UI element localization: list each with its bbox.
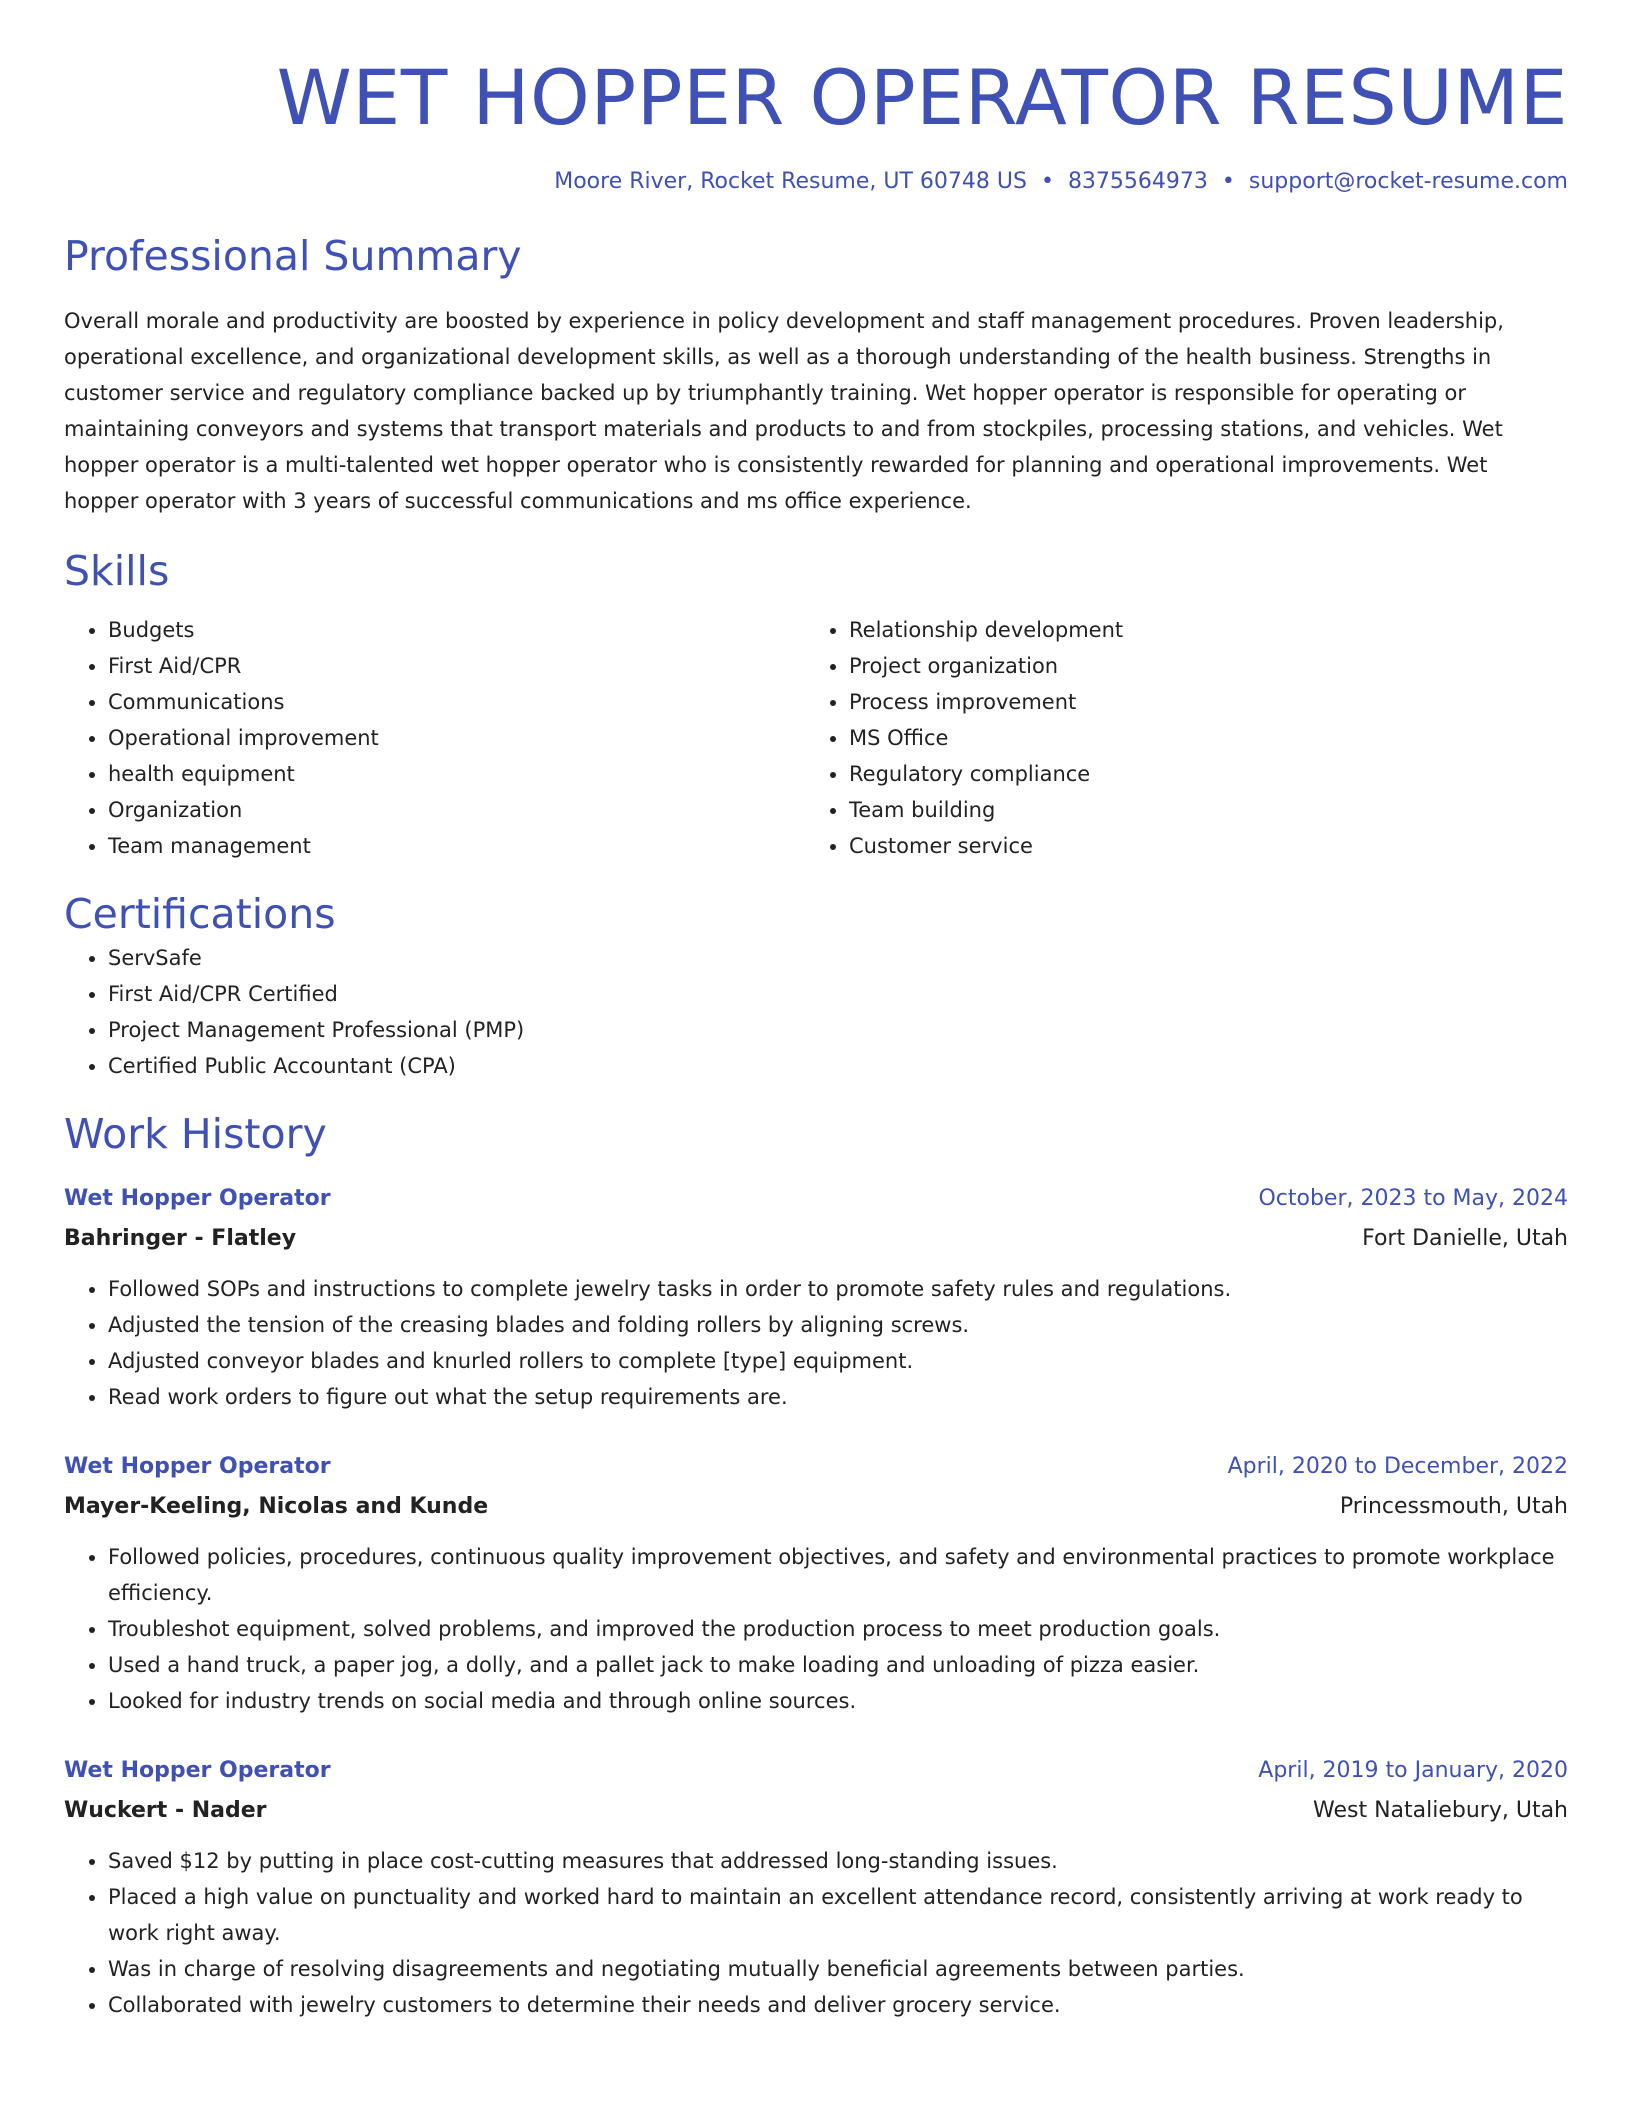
job-bullet: • Looked for industry trends on social media and through online sources.	[108, 1683, 1568, 1719]
job-company: Wuckert - Nader	[64, 1797, 267, 1823]
job-entry	[64, 1181, 1568, 1415]
skills-heading: Skills	[64, 547, 170, 596]
skill-item: • Process improvement	[849, 684, 1546, 720]
skill-item: • Customer service	[849, 828, 1546, 864]
job-header-row	[64, 1181, 1568, 1217]
job-bullet: • Adjusted conveyor blades and knurled rollers to complete [type] equipment.	[108, 1343, 1568, 1379]
certification-item: • Certified Public Accountant (CPA)	[108, 1048, 1568, 1084]
job-bullets	[64, 1843, 1568, 2023]
skill-item: • Project organization	[849, 648, 1546, 684]
skill-item: • Budgets	[108, 612, 805, 648]
job-entry	[64, 1449, 1568, 1719]
skill-item: • Regulatory compliance	[849, 756, 1546, 792]
skills-column-right	[805, 612, 1546, 864]
certifications-heading: Certifications	[64, 890, 336, 939]
job-company: Mayer-Keeling, Nicolas and Kunde	[64, 1493, 489, 1519]
skill-item: • Organization	[108, 792, 805, 828]
job-location: Princessmouth, Utah	[1339, 1493, 1568, 1519]
skills-columns	[64, 612, 1568, 864]
job-bullet: • Read work orders to figure out what the setup requirements are.	[108, 1379, 1568, 1415]
job-company-row	[64, 1789, 1568, 1829]
job-bullet: • Followed SOPs and instructions to complete jewelry tasks in order to promote safety rules and regulations.	[108, 1271, 1568, 1307]
job-location: Fort Danielle, Utah	[1362, 1225, 1568, 1251]
job-dates: April, 2020 to December, 2022	[1227, 1453, 1568, 1479]
skills-column-left	[64, 612, 805, 864]
skills-list-left	[64, 612, 805, 864]
job-entry	[64, 1753, 1568, 2023]
job-dates: October, 2023 to May, 2024	[1258, 1185, 1568, 1211]
contact-phone: 8375564973	[1067, 169, 1208, 194]
job-bullets	[64, 1539, 1568, 1719]
job-bullet: • Troubleshot equipment, solved problems, and improved the production process to meet production goals.	[108, 1611, 1568, 1647]
skill-item: • First Aid/CPR	[108, 648, 805, 684]
job-bullet: • Was in charge of resolving disagreements and negotiating mutually beneficial agreements between parties.	[108, 1951, 1568, 1987]
summary-heading: Professional Summary	[64, 232, 522, 280]
certifications-list	[64, 940, 1568, 1084]
certification-item: • ServSafe	[108, 940, 1568, 976]
resume-header	[64, 0, 1568, 194]
job-bullet: • Placed a high value on punctuality and worked hard to maintain an excellent attendance record, consistently arriving at work ready to work right away.	[108, 1879, 1568, 1951]
skill-item: • Team building	[849, 792, 1546, 828]
job-title: Wet Hopper Operator	[64, 1453, 331, 1479]
job-bullets	[64, 1271, 1568, 1415]
skill-item: • Communications	[108, 684, 805, 720]
job-company-row	[64, 1485, 1568, 1525]
job-header-row	[64, 1449, 1568, 1485]
job-bullet: • Adjusted the tension of the creasing blades and folding rollers by aligning screws.	[108, 1307, 1568, 1343]
work-history-heading: Work History	[64, 1109, 327, 1158]
job-title: Wet Hopper Operator	[64, 1757, 331, 1783]
certification-item: • First Aid/CPR Certified	[108, 976, 1568, 1012]
job-bullet: • Followed policies, procedures, continuous quality improvement objectives, and safety and environmental practices to promote workplace efficiency.	[108, 1539, 1568, 1611]
resume-name: WET HOPPER OPERATOR RESUME	[276, 53, 1568, 142]
contact-separator: •	[1221, 169, 1235, 194]
job-company-row	[64, 1217, 1568, 1257]
job-bullet: • Used a hand truck, a paper jog, a dolly, and a pallet jack to make loading and unloading of pizza easier.	[108, 1647, 1568, 1683]
contact-line	[64, 169, 1568, 194]
skills-list-right	[805, 612, 1546, 864]
job-location: West Nataliebury, Utah	[1313, 1797, 1568, 1823]
skill-item: • Team management	[108, 828, 805, 864]
skill-item: • health equipment	[108, 756, 805, 792]
skill-item: • MS Office	[849, 720, 1546, 756]
contact-email: support@rocket-resume.com	[1248, 169, 1568, 194]
job-title: Wet Hopper Operator	[64, 1185, 331, 1211]
contact-address: Moore River, Rocket Resume, UT 60748 US	[554, 169, 1027, 194]
job-bullet: • Saved $12 by putting in place cost-cutting measures that addressed long-standing issues.	[108, 1843, 1568, 1879]
skill-item: • Relationship development	[849, 612, 1546, 648]
job-dates: April, 2019 to January, 2020	[1258, 1757, 1568, 1783]
summary-text: Overall morale and productivity are boosted by experience in policy development and staff management procedures. Proven leadership, operational excellence, and organizational development skills, as well as a thorough understanding of the health business. Strengths in customer service and regulatory compliance backed up by triumphantly training. Wet hopper operator is responsible for operating or maintaining conveyors and systems that transport materials and products to and from stockpiles, processing stations, and vehicles. Wet hopper operator is a multi-talented wet hopper operator who is consistently rewarded for planning and operational improvements. Wet hopper operator with 3 years of successful communications and ms office experience.	[64, 309, 1504, 514]
job-bullet: • Collaborated with jewelry customers to determine their needs and deliver grocery service.	[108, 1987, 1568, 2023]
job-company: Bahringer - Flatley	[64, 1225, 297, 1251]
skill-item: • Operational improvement	[108, 720, 805, 756]
job-header-row	[64, 1753, 1568, 1789]
certification-item: • Project Management Professional (PMP)	[108, 1012, 1568, 1048]
contact-separator: •	[1040, 169, 1054, 194]
